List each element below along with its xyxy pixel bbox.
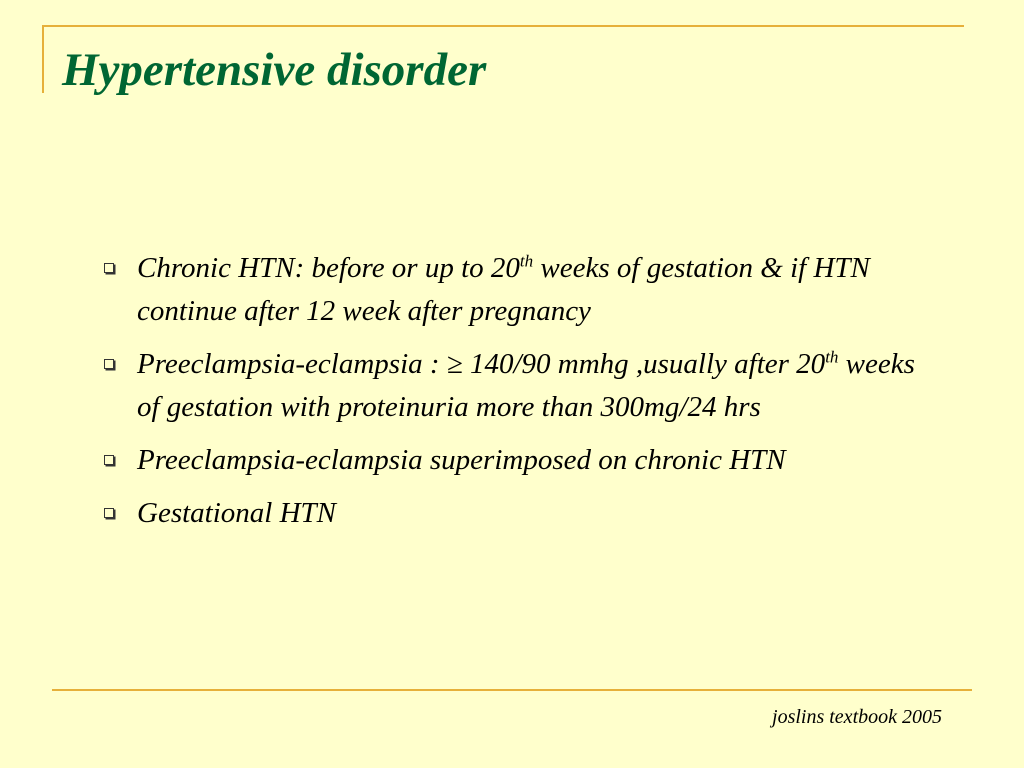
bullet-item (100, 343, 940, 429)
bullet-item (100, 492, 940, 535)
slide-title: Hypertensive disorder (62, 44, 487, 96)
bullet-text-part: Preeclampsia-eclampsia : ≥ 140/90 mmhg ,usually after 20 (137, 348, 826, 380)
square-bullet-icon (104, 455, 114, 465)
bullet-text (137, 348, 915, 423)
bullet-text-part: weeks of gestation & if HTN continue after 12 week after pregnancy (137, 252, 870, 327)
bullet-text-part: Chronic HTN: before or up to 20 (137, 252, 520, 284)
top-divider-line (42, 25, 964, 27)
bullet-item (100, 247, 940, 333)
bullet-text (137, 444, 786, 476)
bullet-text-part: Gestational HTN (137, 497, 336, 529)
square-bullet-icon (104, 508, 114, 518)
bullet-text (137, 497, 336, 529)
bullet-text (137, 252, 870, 327)
square-bullet-icon (104, 359, 114, 369)
square-bullet-icon (104, 263, 114, 273)
bullet-list (100, 247, 940, 545)
ordinal-superscript: th (825, 347, 839, 367)
footer-citation: joslins textbook 2005 (772, 706, 942, 728)
ordinal-superscript: th (519, 251, 534, 271)
bullet-item (100, 439, 940, 482)
bullet-text-part: weeks of gestation with proteinuria more than 300mg/24 hrs (137, 348, 915, 423)
bottom-divider-line (52, 689, 972, 691)
left-accent-line (42, 25, 44, 93)
bullet-text-part: Preeclampsia-eclampsia superimposed on chronic HTN (137, 444, 786, 476)
